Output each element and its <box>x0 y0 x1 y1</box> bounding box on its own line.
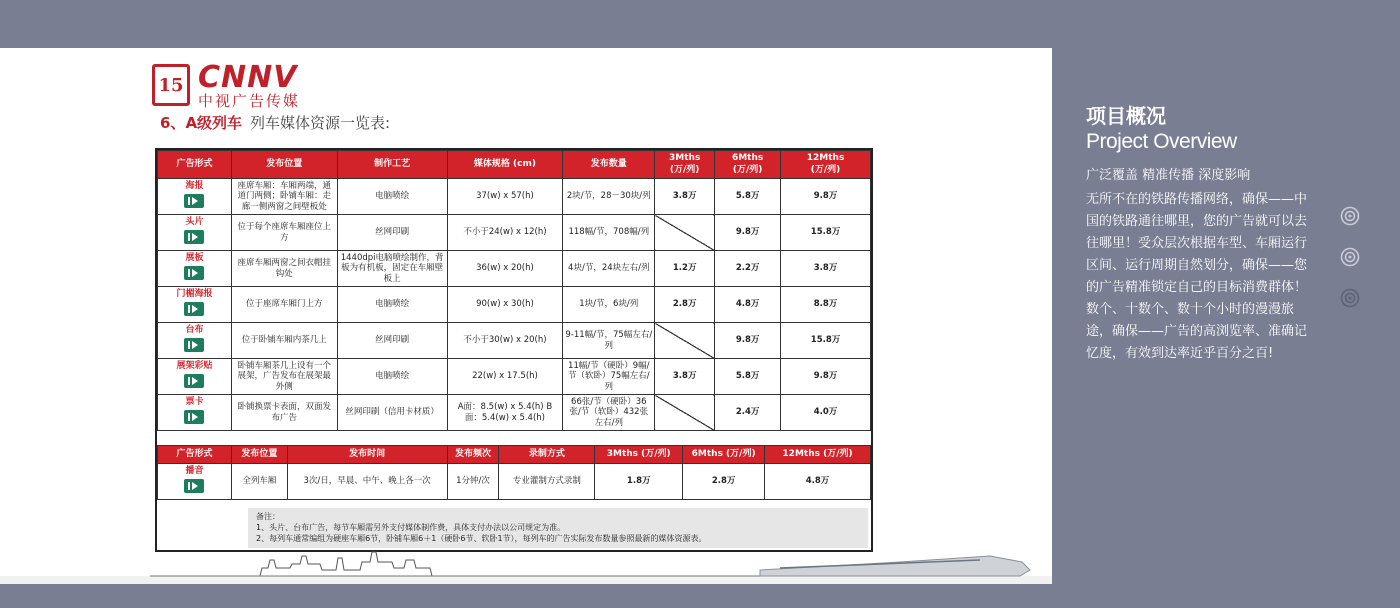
size-cell: 不小于24(w) x 12(h) <box>447 215 563 251</box>
ad-type-cell: 展板 <box>158 251 232 287</box>
quantity-cell: 1块/节，6块/列 <box>563 287 655 323</box>
column-header: 发布频次 <box>447 446 499 464</box>
quantity-cell: 118幅/节，708幅/列 <box>563 215 655 251</box>
position-cell: 座席车厢：车厢两端，通道门两侧；卧铺车厢：走廊一侧两窗之间壁板处 <box>231 179 337 215</box>
document-page <box>0 48 1052 584</box>
size-cell: 不小于30(w) x 20(h) <box>447 323 563 359</box>
media-play-icon <box>184 479 204 493</box>
notes-title: 备注： <box>256 512 280 521</box>
price-3m: 3.8万 <box>655 359 715 395</box>
page-title: 6、A级列车 列车媒体资源一览表: <box>160 114 391 132</box>
logo-wordmark: CNNV <box>198 60 298 95</box>
column-header: 发布时间 <box>287 446 447 464</box>
column-header: 广告形式 <box>158 446 232 464</box>
price-6m: 2.2万 <box>715 251 781 287</box>
table-row <box>158 179 871 215</box>
ad-type-cell: 票卡 <box>158 395 232 431</box>
table-header-row <box>158 151 871 179</box>
size-cell: 36(w) x 20(h) <box>447 251 563 287</box>
craft-cell: 电脑喷绘 <box>337 359 447 395</box>
media-play-icon <box>184 338 204 352</box>
frequency-cell: 1分钟/次 <box>447 464 499 500</box>
notes-line: 1、头片、台布广告，每节车厢需另外支付媒体制作费，具体支付办法以公司规定为准。 <box>256 522 566 532</box>
column-header: 媒体规格 (cm) <box>447 151 563 179</box>
media-play-icon <box>184 374 204 388</box>
panel-tagline: 广泛覆盖 精准传播 深度影响 <box>1086 168 1251 183</box>
price-12m: 9.8万 <box>781 179 871 215</box>
media-play-icon <box>184 194 204 208</box>
craft-cell: 1440dpi电脑喷绘制作，背板为有机板，固定在车厢壁板上 <box>337 251 447 287</box>
table-row <box>158 215 871 251</box>
price-3m: 2.8万 <box>655 287 715 323</box>
table-row <box>158 287 871 323</box>
price-12m: 15.8万 <box>781 215 871 251</box>
column-header: 广告形式 <box>158 151 232 179</box>
table-row <box>158 359 871 395</box>
notes-line: 2、每列车通常编组为硬座车厢6节，卧铺车厢6＋1（硬卧6节、软卧1节），每列车的广告实际发布数量参照最新的媒体资源表。 <box>256 533 707 543</box>
project-overview-panel <box>1052 48 1400 584</box>
craft-cell: 丝网印刷 <box>337 215 447 251</box>
media-table <box>157 150 871 431</box>
position-cell: 全列车厢 <box>231 464 287 500</box>
column-header: 12Mths (万/列) <box>781 151 871 179</box>
media-play-icon <box>184 230 204 244</box>
price-12m: 4.0万 <box>781 395 871 431</box>
panel-body-text: 无所不在的铁路传播网络，确保——中国的铁路通往哪里，您的广告就可以去往哪里！受众层次根据车型、车厢运行区间、运行周期自然划分，确保——您的广告精准锁定自己的目标消费群体！数个、十数个、数十个小时的漫漫旅途，确保——广告的高浏览率、准确记忆度，有效到达率近乎百分之百! <box>1086 192 1308 361</box>
position-cell: 位于每个座席车厢座位上方 <box>231 215 337 251</box>
price-12m: 3.8万 <box>781 251 871 287</box>
quantity-cell: 66张/节（硬卧）36张/节（软卧）432张左右/列 <box>563 395 655 431</box>
price-6m: 5.8万 <box>715 359 781 395</box>
logo-subtitle: 中视广告传媒 <box>198 92 301 110</box>
column-header: 录制方式 <box>499 446 595 464</box>
column-header: 3Mths (万/列) <box>655 151 715 179</box>
quantity-cell: 2块/节，28－30块/列 <box>563 179 655 215</box>
price-3m: 3.8万 <box>655 179 715 215</box>
size-cell: 90(w) x 30(h) <box>447 287 563 323</box>
bottom-band <box>0 584 1400 608</box>
column-header: 6Mths (万/列) <box>683 446 765 464</box>
quantity-cell: 9-11幅/节，75幅左右/列 <box>563 323 655 359</box>
column-header: 发布数量 <box>563 151 655 179</box>
column-header: 12Mths (万/列) <box>765 446 871 464</box>
ad-type-cell: 头片 <box>158 215 232 251</box>
position-cell: 卧铺换票卡表面，双面发布广告 <box>231 395 337 431</box>
logo-seal: 15 <box>152 64 190 106</box>
time-cell: 3次/日，早晨、中午、晚上各一次 <box>287 464 447 500</box>
price-6m: 5.8万 <box>715 179 781 215</box>
price-12m: 9.8万 <box>781 359 871 395</box>
price-3m: 1.8万 <box>595 464 683 500</box>
price-6m: 2.4万 <box>715 395 781 431</box>
quantity-cell: 11幅/节（硬卧）9幅/节（软卧）75幅左右/列 <box>563 359 655 395</box>
top-band <box>0 0 1400 48</box>
target-icon[interactable] <box>1338 204 1362 228</box>
position-cell: 位于卧铺车厢内茶几上 <box>231 323 337 359</box>
ad-type-cell: 播音 <box>158 464 232 500</box>
audio-table <box>157 445 871 500</box>
column-header: 发布位置 <box>231 151 337 179</box>
price-12m: 4.8万 <box>765 464 871 500</box>
ad-type-cell: 台布 <box>158 323 232 359</box>
column-header: 制作工艺 <box>337 151 447 179</box>
panel-title-cn: 项目概况 <box>1086 104 1166 128</box>
size-cell: 22(w) x 17.5(h) <box>447 359 563 395</box>
table-row <box>158 251 871 287</box>
size-cell: A面：8.5(w) x 5.4(h) B面：5.4(w) x 5.4(h) <box>447 395 563 431</box>
table-row <box>158 464 871 500</box>
ad-type-cell: 展架彩贴 <box>158 359 232 395</box>
position-cell: 座席车厢两窗之间衣帽挂钩处 <box>231 251 337 287</box>
recording-cell: 专业灌制方式录制 <box>499 464 595 500</box>
craft-cell: 电脑喷绘 <box>337 179 447 215</box>
craft-cell: 丝网印刷（信用卡材质） <box>337 395 447 431</box>
column-header: 6Mths (万/列) <box>715 151 781 179</box>
price-12m: 8.8万 <box>781 287 871 323</box>
media-resource-sheet <box>155 148 873 552</box>
price-6m: 2.8万 <box>683 464 765 500</box>
column-header: 3Mths (万/列) <box>595 446 683 464</box>
table-row <box>158 323 871 359</box>
column-header: 发布位置 <box>231 446 287 464</box>
media-play-icon <box>184 302 204 316</box>
price-12m: 15.8万 <box>781 323 871 359</box>
price-6m: 9.8万 <box>715 215 781 251</box>
price-6m: 4.8万 <box>715 287 781 323</box>
ad-type-cell: 海报 <box>158 179 232 215</box>
position-cell: 位于座席车厢门上方 <box>231 287 337 323</box>
target-icon[interactable] <box>1338 286 1362 310</box>
table-header-row <box>158 446 871 464</box>
media-play-icon <box>184 266 204 280</box>
craft-cell: 丝网印刷 <box>337 323 447 359</box>
price-6m: 9.8万 <box>715 323 781 359</box>
position-cell: 卧铺车厢茶几上设有一个展架，广告发布在展架最外侧 <box>231 359 337 395</box>
craft-cell: 电脑喷绘 <box>337 287 447 323</box>
media-play-icon <box>184 410 204 424</box>
target-icon[interactable] <box>1338 245 1362 269</box>
table-row <box>158 395 871 431</box>
panel-title-en: Project Overview <box>1086 130 1237 153</box>
empty-price-cell <box>655 323 715 359</box>
empty-price-cell <box>655 395 715 431</box>
ad-type-cell: 门楣海报 <box>158 287 232 323</box>
size-cell: 37(w) x 57(h) <box>447 179 563 215</box>
quantity-cell: 4块/节，24块左右/列 <box>563 251 655 287</box>
price-3m: 1.2万 <box>655 251 715 287</box>
skyline-train-illustration <box>0 538 1052 584</box>
empty-price-cell <box>655 215 715 251</box>
